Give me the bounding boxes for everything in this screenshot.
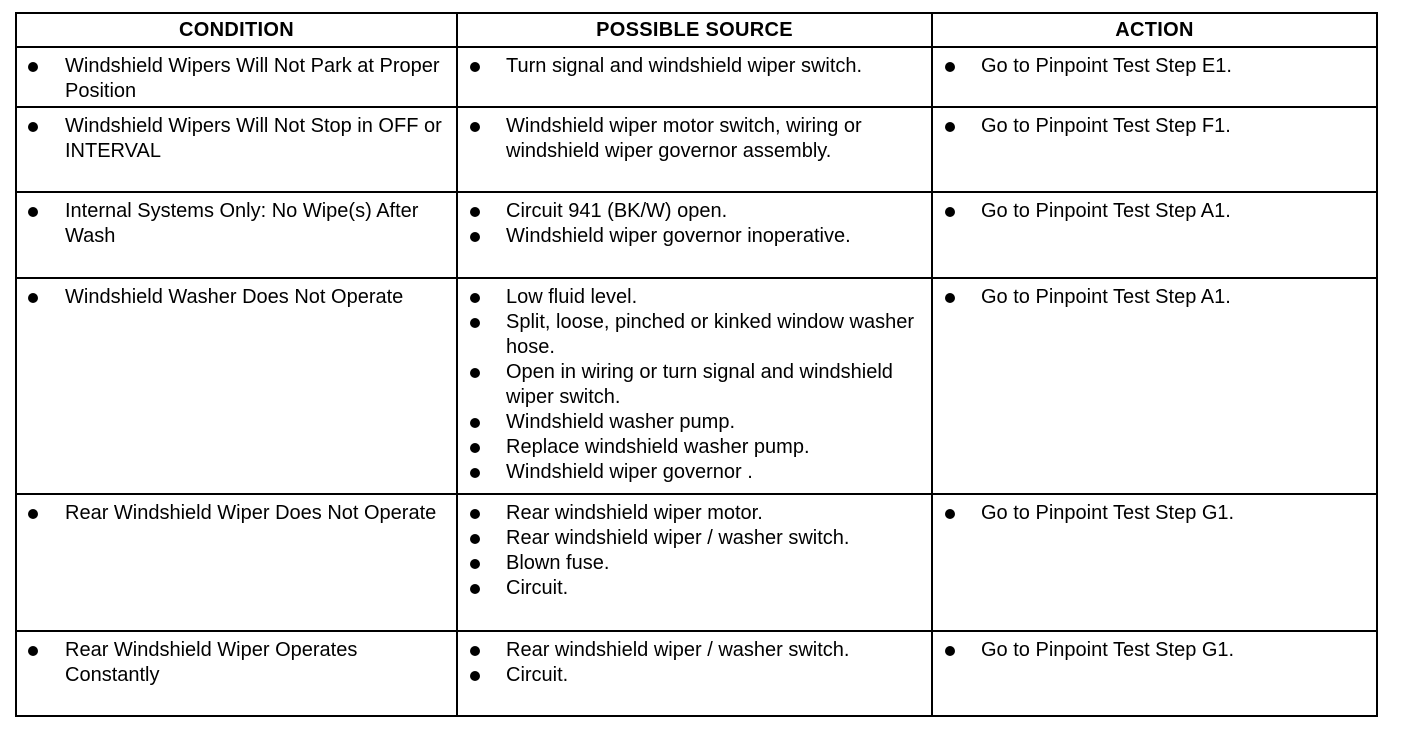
bullet-icon <box>945 207 955 217</box>
table-row <box>16 47 1377 107</box>
bullet-icon <box>28 293 38 303</box>
list-item <box>458 460 921 485</box>
condition-text: Windshield Washer Does Not Operate <box>65 285 404 308</box>
condition-text: Rear Windshield Wiper Operates Constantly <box>65 638 358 686</box>
source-text: Rear windshield wiper / washer switch. <box>506 638 850 661</box>
condition-text: Internal Systems Only: No Wipe(s) After Wash <box>65 200 419 248</box>
source-text: Blown fuse. <box>506 551 610 574</box>
condition-cell <box>16 278 457 494</box>
bullet-icon <box>470 122 480 132</box>
bullet-icon <box>470 584 480 594</box>
condition-header: CONDITION <box>16 13 457 47</box>
bullet-icon <box>470 559 480 569</box>
action-cell <box>932 631 1377 716</box>
list-item <box>17 285 446 310</box>
source-cell <box>457 278 932 494</box>
bullet-icon <box>470 534 480 544</box>
bullet-icon <box>28 207 38 217</box>
source-text: Rear windshield wiper / washer switch. <box>506 526 850 549</box>
bullet-icon <box>470 468 480 478</box>
condition-cell <box>16 192 457 277</box>
source-text: Low fluid level. <box>506 285 638 308</box>
condition-text: Rear Windshield Wiper Does Not Operate <box>65 501 437 524</box>
diagnosis-table <box>15 12 1378 717</box>
list-item <box>458 54 921 79</box>
action-text: Go to Pinpoint Test Step A1. <box>981 200 1231 223</box>
source-text: Open in wiring or turn signal and windshield wiper switch. <box>506 360 893 408</box>
action-cell <box>932 192 1377 277</box>
bullet-icon <box>470 509 480 519</box>
source-text: Windshield washer pump. <box>506 410 735 433</box>
bullet-icon <box>470 646 480 656</box>
list-item <box>933 285 1366 310</box>
list-item <box>458 114 921 164</box>
bullet-icon <box>470 318 480 328</box>
table-header-row <box>16 13 1377 47</box>
condition-cell <box>16 631 457 716</box>
bullet-icon <box>945 293 955 303</box>
source-text: Windshield wiper motor switch, wiring or windshield wiper governor assembly. <box>506 115 862 163</box>
condition-text: Windshield Wipers Will Not Park at Proper Position <box>65 55 440 102</box>
possible-source-header: POSSIBLE SOURCE <box>457 13 932 47</box>
source-cell <box>457 192 932 277</box>
bullet-icon <box>470 62 480 72</box>
list-item <box>17 54 446 104</box>
list-item <box>933 54 1366 79</box>
list-item <box>458 310 921 360</box>
list-item <box>458 360 921 410</box>
list-item <box>458 576 921 601</box>
bullet-icon <box>28 62 38 72</box>
action-cell <box>932 278 1377 494</box>
condition-text: Windshield Wipers Will Not Stop in OFF or INTERVAL <box>65 115 442 163</box>
list-item <box>17 501 446 526</box>
list-item <box>458 224 921 249</box>
source-text: Circuit 941 (BK/W) open. <box>506 200 728 223</box>
list-item <box>458 663 921 688</box>
bullet-icon <box>470 671 480 681</box>
list-item <box>933 501 1366 526</box>
list-item <box>458 435 921 460</box>
action-cell <box>932 47 1377 107</box>
bullet-icon <box>945 62 955 72</box>
action-text: Go to Pinpoint Test Step E1. <box>981 55 1232 77</box>
action-text: Go to Pinpoint Test Step G1. <box>981 501 1235 524</box>
source-text: Turn signal and windshield wiper switch. <box>506 55 863 77</box>
bullet-icon <box>28 509 38 519</box>
action-header: ACTION <box>932 13 1377 47</box>
source-text: Replace windshield washer pump. <box>506 435 810 458</box>
table-row <box>16 192 1377 277</box>
bullet-icon <box>470 232 480 242</box>
list-item <box>458 551 921 576</box>
condition-cell <box>16 107 457 192</box>
bullet-icon <box>945 509 955 519</box>
source-text: Circuit. <box>506 663 569 686</box>
action-cell <box>932 107 1377 192</box>
list-item <box>458 199 921 224</box>
list-item <box>458 526 921 551</box>
list-item <box>17 199 446 249</box>
bullet-icon <box>945 122 955 132</box>
action-text: Go to Pinpoint Test Step F1. <box>981 115 1231 138</box>
bullet-icon <box>945 646 955 656</box>
table-row <box>16 631 1377 716</box>
bullet-icon <box>470 418 480 428</box>
table-row <box>16 107 1377 192</box>
action-cell <box>932 494 1377 631</box>
list-item <box>933 199 1366 224</box>
source-cell <box>457 47 932 107</box>
list-item <box>17 638 446 688</box>
list-item <box>933 638 1366 663</box>
bullet-icon <box>28 122 38 132</box>
action-text: Go to Pinpoint Test Step G1. <box>981 638 1235 661</box>
source-text: Circuit. <box>506 576 569 599</box>
source-text: Split, loose, pinched or kinked window washer hose. <box>506 310 914 358</box>
bullet-icon <box>470 207 480 217</box>
bullet-icon <box>470 443 480 453</box>
bullet-icon <box>470 368 480 378</box>
source-cell <box>457 107 932 192</box>
source-cell <box>457 631 932 716</box>
bullet-icon <box>470 293 480 303</box>
list-item <box>458 410 921 435</box>
source-text: Rear windshield wiper motor. <box>506 501 763 524</box>
condition-cell <box>16 47 457 107</box>
source-text: Windshield wiper governor inoperative. <box>506 225 851 248</box>
source-text: Windshield wiper governor . <box>506 460 753 483</box>
source-cell <box>457 494 932 631</box>
action-text: Go to Pinpoint Test Step A1. <box>981 285 1231 308</box>
list-item <box>17 114 446 164</box>
list-item <box>458 285 921 310</box>
list-item <box>933 114 1366 139</box>
list-item <box>458 501 921 526</box>
list-item <box>458 638 921 663</box>
condition-cell <box>16 494 457 631</box>
table-row <box>16 494 1377 631</box>
bullet-icon <box>28 646 38 656</box>
table-row <box>16 278 1377 494</box>
